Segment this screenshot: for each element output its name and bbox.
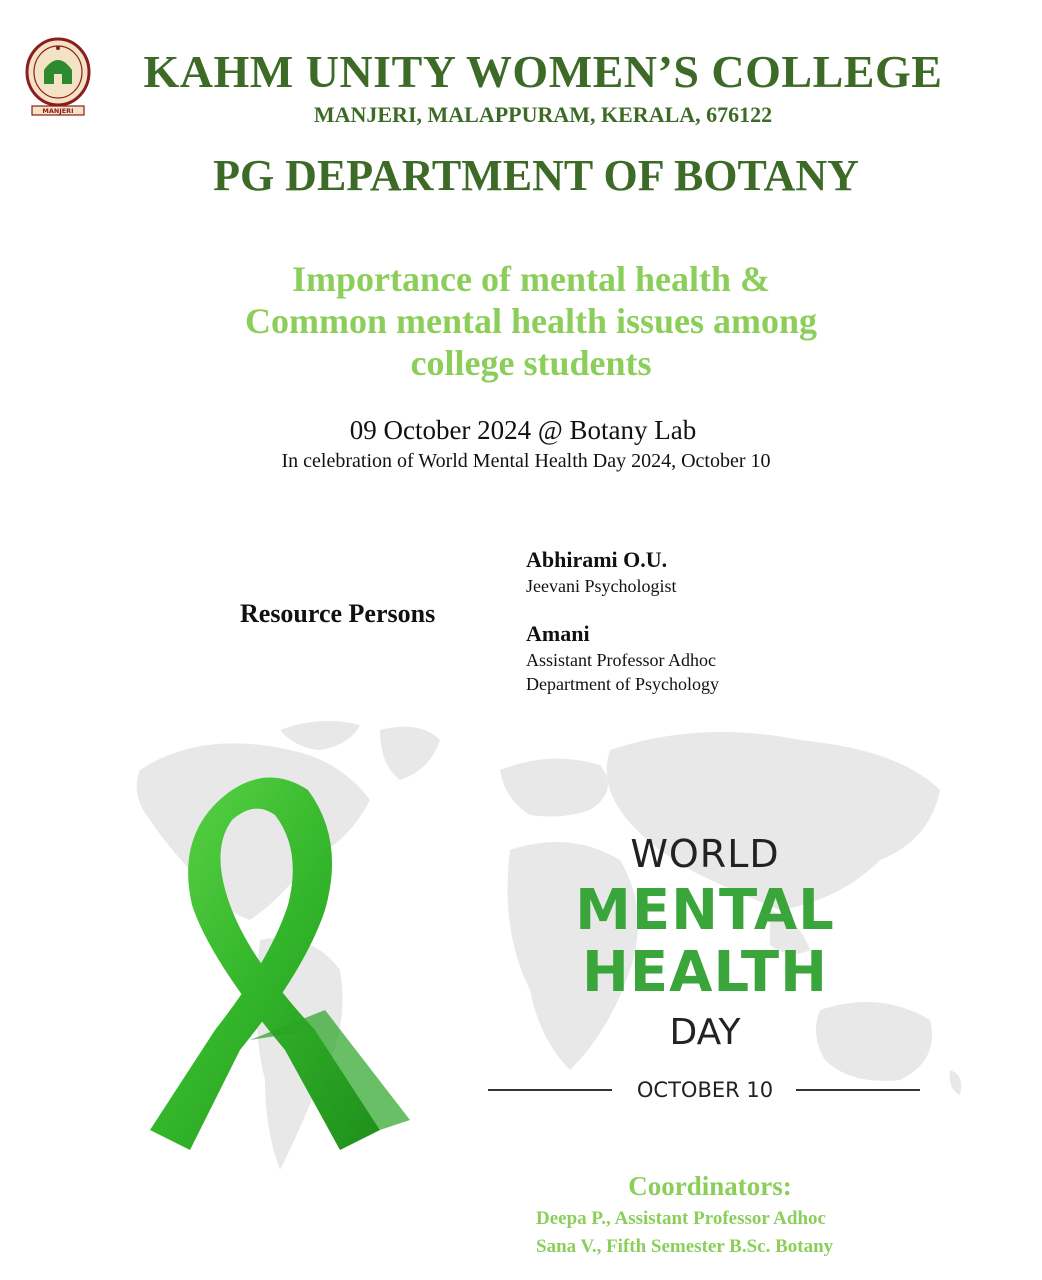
college-logo [24, 36, 92, 116]
resource-persons-label: Resource Persons [240, 599, 436, 628]
person-role: Department of Psychology [526, 674, 719, 694]
event-date-venue: 09 October 2024 @ Botany Lab [349, 415, 697, 445]
college-address: MANJERI, MALAPPURAM, KERALA, 676122 [313, 102, 773, 127]
coordinator-entry: Deepa P., Assistant Professor Adhoc [536, 1208, 826, 1229]
event-topic [0, 258, 1042, 384]
college-name: KAHM UNITY WOMEN’S COLLEGE [143, 46, 943, 97]
topic-line: Common mental health issues among [244, 301, 818, 341]
resource-person [526, 546, 677, 598]
divider-line [488, 1089, 612, 1091]
coordinators-title: Coordinators: [628, 1171, 792, 1201]
coordinator-entry: Sana V., Fifth Semester B.Sc. Botany [536, 1236, 834, 1257]
event-celebration: In celebration of World Mental Health Day 2024, October 10 [281, 450, 771, 472]
topic-line: Importance of mental health & [292, 259, 770, 299]
resource-person [526, 620, 719, 696]
logo-caption: MANJERI [42, 107, 74, 115]
whd-health-text: HEALTH [582, 940, 828, 1005]
divider-line [796, 1089, 920, 1091]
whd-day-text: DAY [669, 1012, 741, 1053]
whd-mental-text: MENTAL [575, 878, 835, 943]
department-title: PG DEPARTMENT OF BOTANY [213, 151, 859, 200]
topic-line: college students [410, 343, 652, 383]
whd-date-text: OCTOBER 10 [636, 1078, 774, 1102]
person-role: Jeevani Psychologist [526, 576, 677, 596]
person-role: Assistant Professor Adhoc [526, 650, 716, 670]
whd-world-text: WORLD [630, 832, 780, 876]
person-name: Amani [526, 621, 590, 646]
person-name: Abhirami O.U. [526, 547, 668, 572]
